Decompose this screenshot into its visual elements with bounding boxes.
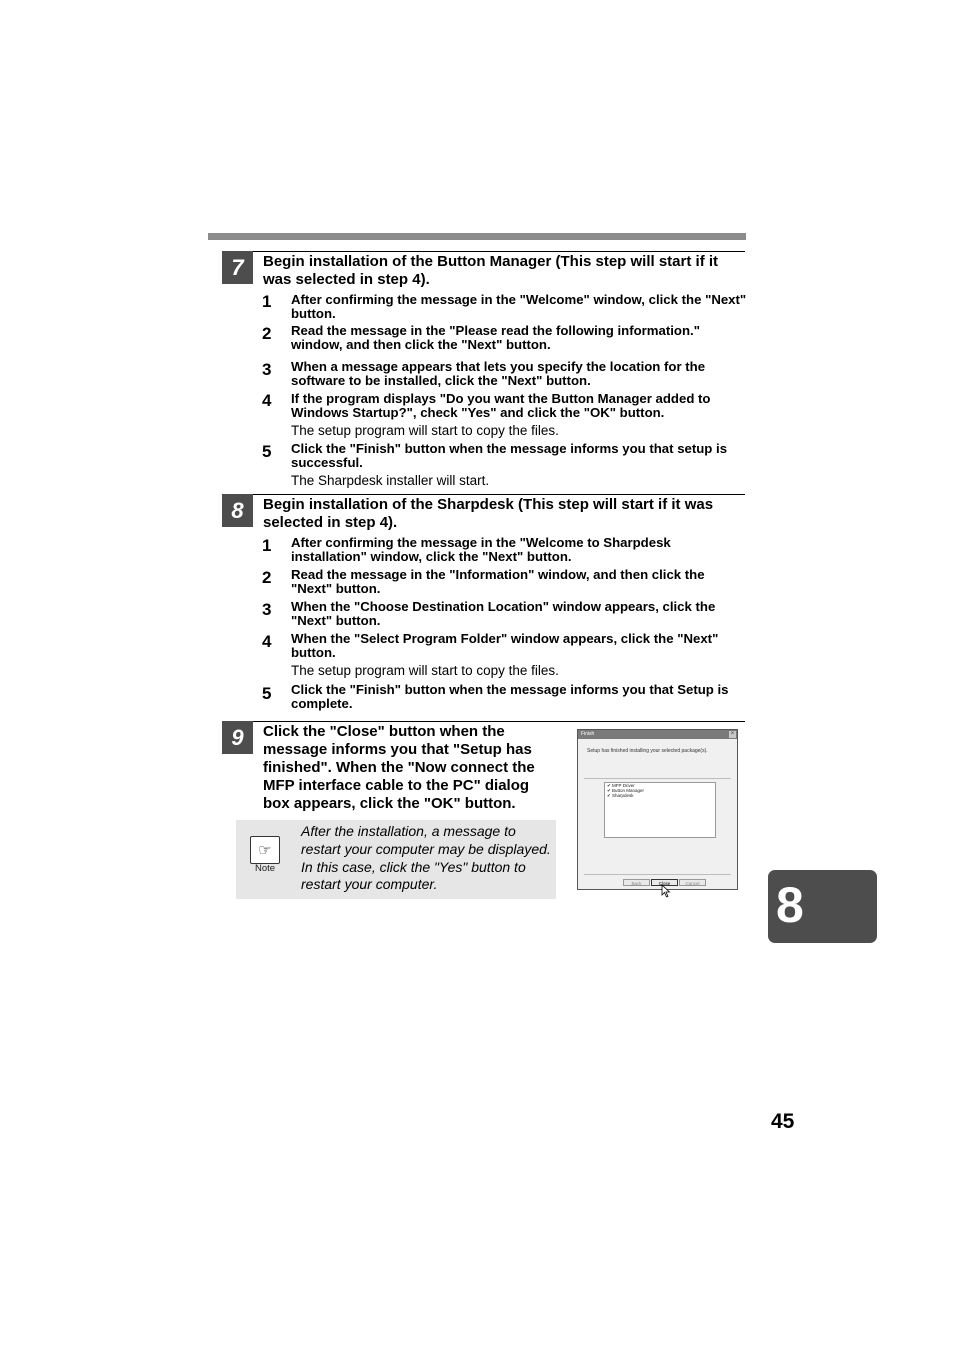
step-7-rule	[222, 251, 745, 252]
step-8-number: 8	[222, 494, 253, 527]
step-7-2-number: 2	[262, 324, 272, 343]
step-9-title: Click the "Close" button when the message informs you that "Setup has finished". When the "Now connect the MFP interface cable to the PC" dialog box appears, click the "OK" button.	[263, 723, 535, 812]
step-8-title: Begin installation of the Sharpdesk (This step will start if it was selected in step 4).	[263, 496, 714, 531]
step-7-1-number: 1	[262, 292, 272, 311]
step-7-3-text: When a message appears that lets you specify the location for the software to be installed, click the "Next" button.	[291, 359, 706, 388]
chapter-tab	[768, 870, 877, 943]
step-7-2-text: Read the message in the "Please read the following information." window, and then click the "Next" button.	[291, 323, 700, 352]
header-bar	[208, 233, 746, 240]
dialog-titlebar	[578, 730, 737, 739]
list-item: ✔ Sharpdesk	[607, 793, 634, 798]
step-8-5-text: Click the "Finish" button when the message informs you that Setup is complete.	[291, 682, 729, 711]
dialog-message: Setup has finished installing your selected package(s).	[587, 748, 708, 754]
note-label: Note	[254, 863, 276, 874]
step-8-1-number: 1	[262, 536, 272, 555]
dialog-separator	[584, 874, 731, 875]
step-9-rule	[222, 721, 745, 722]
step-7-4-text: If the program displays "Do you want the Button Manager added to Windows Startup?", check "Yes" and click the "OK" button.	[291, 391, 711, 420]
step-8-4-text: When the "Select Program Folder" window appears, click the "Next" button.	[291, 631, 719, 660]
step-8-4-note: The setup program will start to copy the files.	[291, 663, 559, 678]
step-8-2-number: 2	[262, 568, 272, 587]
step-8-5-number: 5	[262, 684, 272, 703]
pointing-hand-icon: ☞	[250, 836, 280, 864]
step-7-3-number: 3	[262, 360, 272, 379]
chapter-number: 8	[776, 877, 804, 933]
page-number: 45	[771, 1110, 795, 1133]
note-text: After the installation, a message to restart your computer may be displayed. In this case, click the "Yes" button to restart your computer.	[301, 823, 551, 893]
step-8-1-text: After confirming the message in the "Welcome to Sharpdesk installation" window, click the "Next" button.	[291, 535, 671, 564]
step-8-3-number: 3	[262, 600, 272, 619]
finish-dialog-screenshot	[577, 729, 738, 890]
list-item: ✔ Button Manager	[607, 788, 645, 793]
close-icon: ×	[730, 731, 735, 737]
step-7-4-note: The setup program will start to copy the files.	[291, 423, 559, 438]
back-button: Back	[623, 879, 650, 886]
list-item: ✔ MFP Driver	[607, 783, 635, 788]
step-9-number: 9	[222, 721, 253, 754]
step-8-2-text: Read the message in the "Information" window, and then click the "Next" button.	[291, 567, 705, 596]
step-8-rule	[222, 494, 745, 495]
step-8-3-text: When the "Choose Destination Location" window appears, click the "Next" button.	[291, 599, 716, 628]
step-7-5-text: Click the "Finish" button when the message informs you that setup is successful.	[291, 441, 728, 470]
dialog-title: Finish	[581, 731, 595, 737]
step-8-4-number: 4	[262, 632, 272, 651]
close-button: Close	[651, 879, 678, 886]
step-7-number: 7	[222, 251, 253, 284]
step-7-1-text: After confirming the message in the "Welcome" window, click the "Next" button.	[291, 292, 747, 321]
installed-packages-list	[604, 782, 716, 838]
note-box	[236, 820, 556, 899]
cancel-button: Cancel	[679, 879, 706, 886]
step-7-5-note: The Sharpdesk installer will start.	[291, 473, 490, 488]
step-7-5-number: 5	[262, 442, 272, 461]
step-7-4-number: 4	[262, 391, 272, 410]
dialog-separator	[584, 778, 731, 779]
step-7-title: Begin installation of the Button Manager (This step will start if it was selected in step 4).	[263, 253, 719, 288]
mouse-cursor-icon	[661, 884, 671, 898]
